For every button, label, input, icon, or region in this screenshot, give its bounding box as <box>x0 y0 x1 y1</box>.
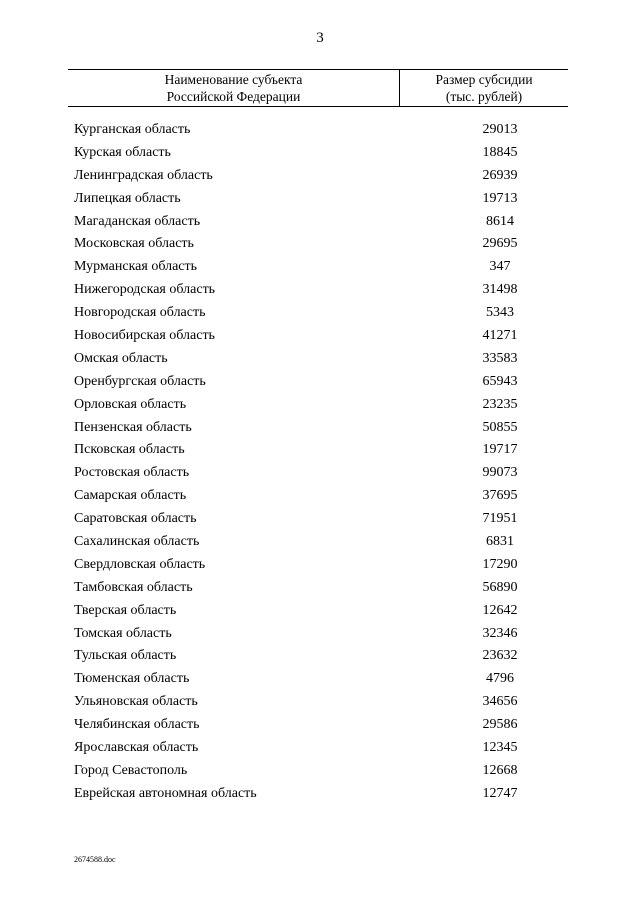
subsidy-value: 19717 <box>482 442 518 458</box>
table-row <box>74 645 568 668</box>
header-subsidy-amount-line2: (тыс. рублей) <box>445 89 523 104</box>
table-row <box>74 760 568 783</box>
region-name: Сахалинская область <box>74 534 200 550</box>
subsidy-value: 41271 <box>482 328 518 344</box>
region-name: Оренбургская область <box>74 373 206 389</box>
subsidy-value: 32346 <box>482 625 518 641</box>
region-name: Мурманская область <box>74 259 198 275</box>
table-row <box>74 371 568 394</box>
subsidy-value: 65943 <box>482 373 518 389</box>
region-name: Липецкая область <box>74 190 181 206</box>
subsidy-value: 18845 <box>482 144 518 160</box>
region-name: Еврейская автономная область <box>74 785 257 801</box>
subsidy-value: 12642 <box>482 602 518 618</box>
subsidy-value: 4796 <box>486 671 514 687</box>
table-row <box>74 714 568 737</box>
region-name: Ульяновская область <box>74 694 198 710</box>
region-name: Тамбовская область <box>74 579 193 595</box>
subsidy-value: 33583 <box>482 350 518 366</box>
table-row <box>74 623 568 646</box>
header-region-name-line1: Наименование субъекта <box>164 72 303 87</box>
subsidy-value: 37695 <box>482 488 518 504</box>
subsidy-value: 50855 <box>482 419 518 435</box>
subsidy-value: 29013 <box>482 122 518 137</box>
subsidy-value: 56890 <box>482 579 518 595</box>
subsidy-value: 12345 <box>482 740 518 756</box>
document-code: 2674588.doc <box>74 855 116 864</box>
region-name: Нижегородская область <box>74 282 216 298</box>
header-region-name-line2: Российской Федерации <box>166 89 301 104</box>
subsidy-value: 29586 <box>482 717 518 733</box>
table-row <box>74 394 568 417</box>
table-row <box>74 577 568 600</box>
table-row <box>74 691 568 714</box>
subsidy-value: 5343 <box>486 305 514 321</box>
region-name: Курганская область <box>74 122 191 137</box>
subsidy-table-body <box>74 119 568 806</box>
table-row <box>74 233 568 256</box>
subsidy-value: 12747 <box>482 785 518 801</box>
subsidy-value: 34656 <box>482 694 518 710</box>
subsidy-value: 12668 <box>482 762 518 778</box>
table-row <box>74 531 568 554</box>
region-name: Новосибирская область <box>74 328 215 344</box>
region-name: Ярославская область <box>74 740 199 756</box>
table-row <box>74 737 568 760</box>
table-row <box>74 119 568 142</box>
header-region-name <box>68 71 399 105</box>
table-row <box>74 485 568 508</box>
subsidy-value: 17290 <box>482 556 518 572</box>
table-row <box>74 668 568 691</box>
table-row <box>74 600 568 623</box>
subsidy-value: 71951 <box>482 511 518 527</box>
subsidy-value: 31498 <box>482 282 518 298</box>
subsidy-value: 26939 <box>482 167 518 183</box>
region-name: Челябинская область <box>74 717 200 733</box>
region-name: Омская область <box>74 350 168 366</box>
table-row <box>74 302 568 325</box>
subsidy-value: 19713 <box>482 190 518 206</box>
table-row <box>74 783 568 806</box>
table-row <box>74 554 568 577</box>
region-name: Пензенская область <box>74 419 192 435</box>
table-row <box>74 256 568 279</box>
region-name: Курская область <box>74 144 171 160</box>
table-row <box>74 348 568 371</box>
region-name: Саратовская область <box>74 511 197 527</box>
region-name: Тульская область <box>74 648 177 664</box>
subsidy-value: 8614 <box>486 213 514 229</box>
region-name: Московская область <box>74 236 194 252</box>
region-name: Томская область <box>74 625 172 641</box>
region-name: Ленинградская область <box>74 167 213 183</box>
subsidy-value: 99073 <box>482 465 518 481</box>
table-row <box>74 417 568 440</box>
table-row <box>74 142 568 165</box>
table-header <box>68 69 568 107</box>
region-name: Орловская область <box>74 396 187 412</box>
header-subsidy-amount-line1: Размер субсидии <box>435 72 533 87</box>
region-name: Тюменская область <box>74 671 190 687</box>
subsidy-value: 23235 <box>482 396 518 412</box>
region-name: Псковская область <box>74 442 185 458</box>
region-name: Новгородская область <box>74 305 206 321</box>
table-row <box>74 279 568 302</box>
region-name: Самарская область <box>74 488 187 504</box>
header-subsidy-amount <box>400 71 568 105</box>
table-row <box>74 508 568 531</box>
region-name: Ростовская область <box>74 465 190 481</box>
table-row <box>74 439 568 462</box>
table-row <box>74 325 568 348</box>
table-row <box>74 211 568 234</box>
table-row <box>74 165 568 188</box>
subsidy-value: 29695 <box>482 236 518 252</box>
table-row <box>74 462 568 485</box>
region-name: Магаданская область <box>74 213 201 229</box>
subsidy-value: 23632 <box>482 648 518 664</box>
region-name: Тверская область <box>74 602 177 618</box>
region-name: Свердловская область <box>74 556 206 572</box>
subsidy-value: 347 <box>489 259 511 275</box>
page-number: 3 <box>316 30 324 46</box>
region-name: Город Севастополь <box>74 762 188 778</box>
table-row <box>74 188 568 211</box>
subsidy-value: 6831 <box>486 534 514 550</box>
